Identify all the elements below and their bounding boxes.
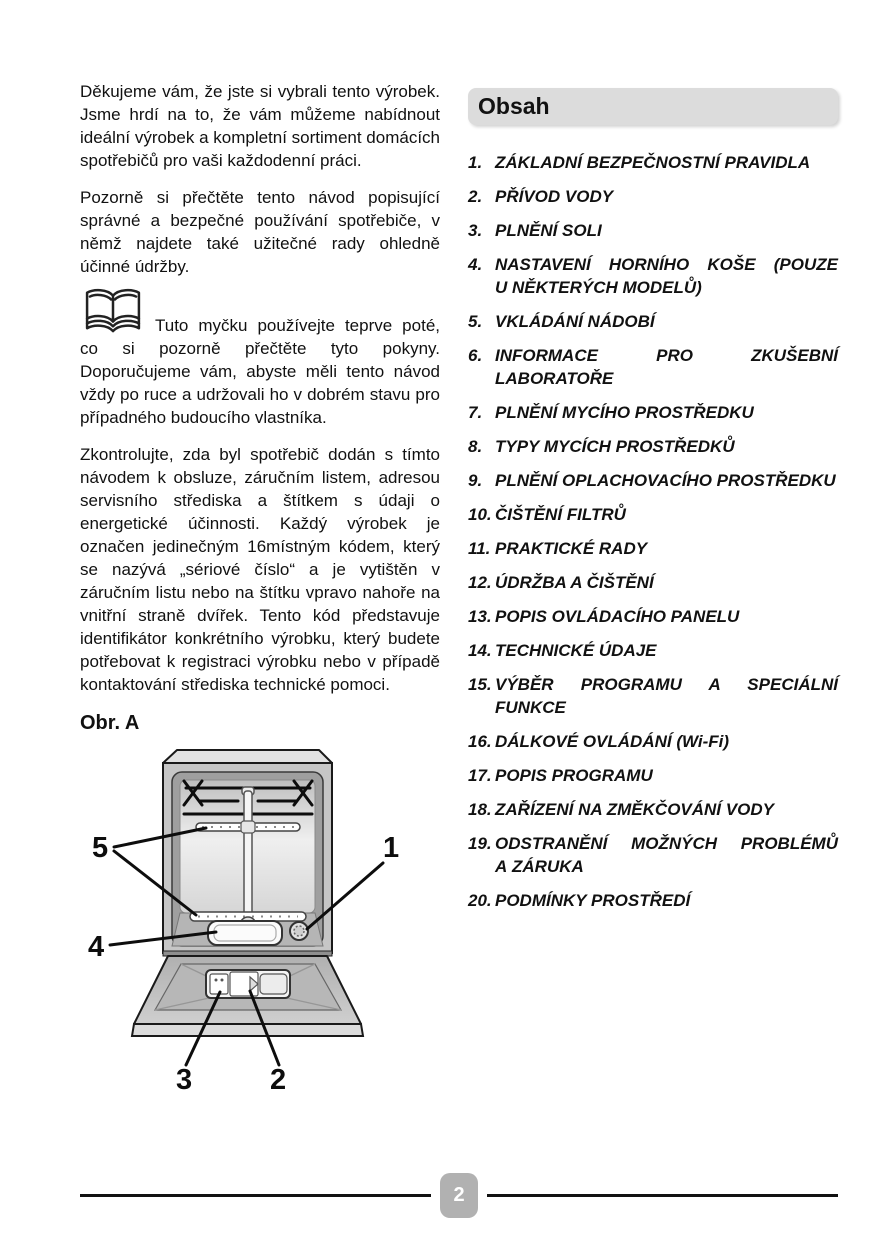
toc-item-label: ÚDRŽBA A ČIŠTĚNÍ: [495, 573, 654, 592]
toc-item: [468, 469, 838, 492]
toc-item-number: 20.: [468, 891, 492, 910]
toc-item-number: 4.: [468, 255, 483, 274]
toc-item-number: 10.: [468, 505, 492, 524]
toc-item: [468, 344, 838, 390]
toc-item-number: 17.: [468, 766, 492, 785]
toc-item: [468, 537, 838, 560]
toc-item-number: 2.: [468, 187, 483, 206]
intro-paragraph-4: Zkontrolujte, zda byl spotřebič dodán s tímto návodem k obsluze, záručním listem, adresou servisního střediska a štítkem s údaji o energetické účinnosti. Každý výrobek je označen jedinečným 16místným kódem, který se nazývá „sériové číslo“ a je vytištěn v záručním listu nebo na štítku vpravo nahoře na vnitřní straně dvířek. Tento kód představuje identifikátor konkrétního výrobku, který budete potřebovat k registraci výrobku nebo v případě kontaktování střediska technické pomoci.: [80, 445, 440, 694]
toc-item: [468, 639, 838, 662]
toc-item-number: 19.: [468, 834, 492, 853]
intro-paragraph-1: Děkujeme vám, že jste si vybrali tento výrobek. Jsme hrdí na to, že vám můžeme nabídnout ideální výrobek a kompletní sortiment domácích spotřebičů pro vaši každodenní práci.: [80, 82, 441, 170]
toc-item-label: ZÁKLADNÍ BEZPEČNOSTNÍ PRAVIDLA: [495, 153, 811, 172]
toc-item: [468, 889, 838, 912]
water-column: [244, 791, 252, 923]
figure-label-3: 3: [176, 1064, 193, 1096]
cabinet-top: [163, 750, 332, 763]
toc-list: [468, 151, 838, 912]
toc-item: [468, 253, 838, 299]
toc-item-label: PODMÍNKY PROSTŘEDÍ: [495, 891, 691, 910]
toc-item: [468, 185, 838, 208]
toc-item-label: TECHNICKÉ ÚDAJE: [495, 641, 657, 660]
toc-item-number: 12.: [468, 573, 492, 592]
toc-item: [468, 605, 838, 628]
toc-item: [468, 571, 838, 594]
toc-item: [468, 435, 838, 458]
toc-item-number: 9.: [468, 471, 483, 490]
toc-item: [468, 798, 838, 821]
toc-item-number: 7.: [468, 403, 483, 422]
page-footer: [80, 1173, 838, 1218]
footer-rule-left: [80, 1194, 431, 1197]
toc-item: [468, 503, 838, 526]
toc-title-bar: [468, 88, 838, 125]
toc-item-label: PLNĚNÍ SOLI: [495, 221, 602, 240]
toc-item-number: 13.: [468, 607, 492, 626]
toc-item: [468, 310, 838, 333]
figure-label-2: 2: [270, 1064, 287, 1096]
toc-item-label: NASTAVENÍ HORNÍHO KOŠE (POUZE U NĚKTERÝCH MODELŮ): [495, 255, 838, 297]
door-front-edge: [132, 1024, 363, 1036]
right-column: [468, 80, 838, 1106]
toc-item-label: PLNĚNÍ MYCÍHO PROSTŘEDKU: [495, 403, 754, 422]
toc-item-number: 3.: [468, 221, 483, 240]
open-book-icon: [82, 286, 144, 334]
toc-item-label: TYPY MYCÍCH PROSTŘEDKŮ: [495, 437, 735, 456]
dishwasher-diagram: [80, 743, 440, 1101]
toc-title: Obsah: [478, 93, 550, 119]
toc-item-number: 11.: [468, 539, 491, 558]
toc-item-number: 18.: [468, 800, 492, 819]
figure-heading: Obr. A: [80, 712, 140, 734]
figure-label-4: 4: [88, 931, 105, 963]
intro-paragraph-3: Tuto myčku používejte teprve poté, co si pozorně přečtěte tyto pokyny. Doporučujeme vám, abyste měli tento návod vždy po ruce a udržovali ho v dobrém stavu pro případného budoucího vlastníka.: [80, 316, 440, 427]
dishwasher-figure: [80, 743, 440, 1106]
toc-item-number: 1.: [468, 153, 483, 172]
toc-item: [468, 730, 838, 753]
toc-item: [468, 673, 838, 719]
toc-item-label: VKLÁDÁNÍ NÁDOBÍ: [495, 312, 655, 331]
toc-item-label: POPIS OVLÁDACÍHO PANELU: [495, 607, 740, 626]
toc-item-label: VÝBĚR PROGRAMU A SPECIÁLNÍ FUNKCE: [495, 675, 838, 717]
footer-rule-right: [487, 1194, 838, 1197]
toc-item-number: 8.: [468, 437, 483, 456]
toc-item: [468, 832, 838, 878]
toc-item-number: 6.: [468, 346, 483, 365]
toc-item-label: PRAKTICKÉ RADY: [495, 539, 648, 558]
toc-item-label: ZAŘÍZENÍ NA ZMĚKČOVÁNÍ VODY: [495, 800, 774, 819]
content-columns: [80, 80, 838, 1106]
toc-item: [468, 764, 838, 787]
toc-item-label: ČIŠTĚNÍ FILTRŮ: [495, 505, 626, 524]
toc-item: [468, 151, 838, 174]
toc-item-label: PŘÍVOD VODY: [495, 187, 614, 206]
toc-item: [468, 219, 838, 242]
toc-item-number: 16.: [468, 732, 492, 751]
toc-item-number: 5.: [468, 312, 483, 331]
toc-item-label: DÁLKOVÉ OVLÁDÁNÍ (Wi-Fi): [495, 732, 730, 751]
toc-item-number: 14.: [468, 641, 492, 660]
left-column: [80, 80, 440, 1106]
intro-paragraph-2: Pozorně si přečtěte tento návod popisující správné a bezpečné používání spotřebiče, v němž najdete také užitečné rady ohledně účinné údržby.: [80, 188, 440, 276]
toc-item-label: PLNĚNÍ OPLACHOVACÍHO PROSTŘEDKU: [495, 471, 836, 490]
toc-item-label: ODSTRANĚNÍ MOŽNÝCH PROBLÉMŮ A ZÁRUKA: [495, 834, 838, 876]
toc-item-label: INFORMACE PRO ZKUŠEBNÍ LABORATOŘE: [495, 346, 838, 388]
figure-label-1: 1: [383, 832, 400, 864]
intro-paragraph-3-block: [80, 314, 440, 429]
figure-label-5: 5: [92, 832, 109, 864]
toc-item-label: POPIS PROGRAMU: [495, 766, 653, 785]
toc-item: [468, 401, 838, 424]
page-number-badge: 2: [440, 1173, 478, 1218]
toc-item-number: 15.: [468, 675, 492, 694]
